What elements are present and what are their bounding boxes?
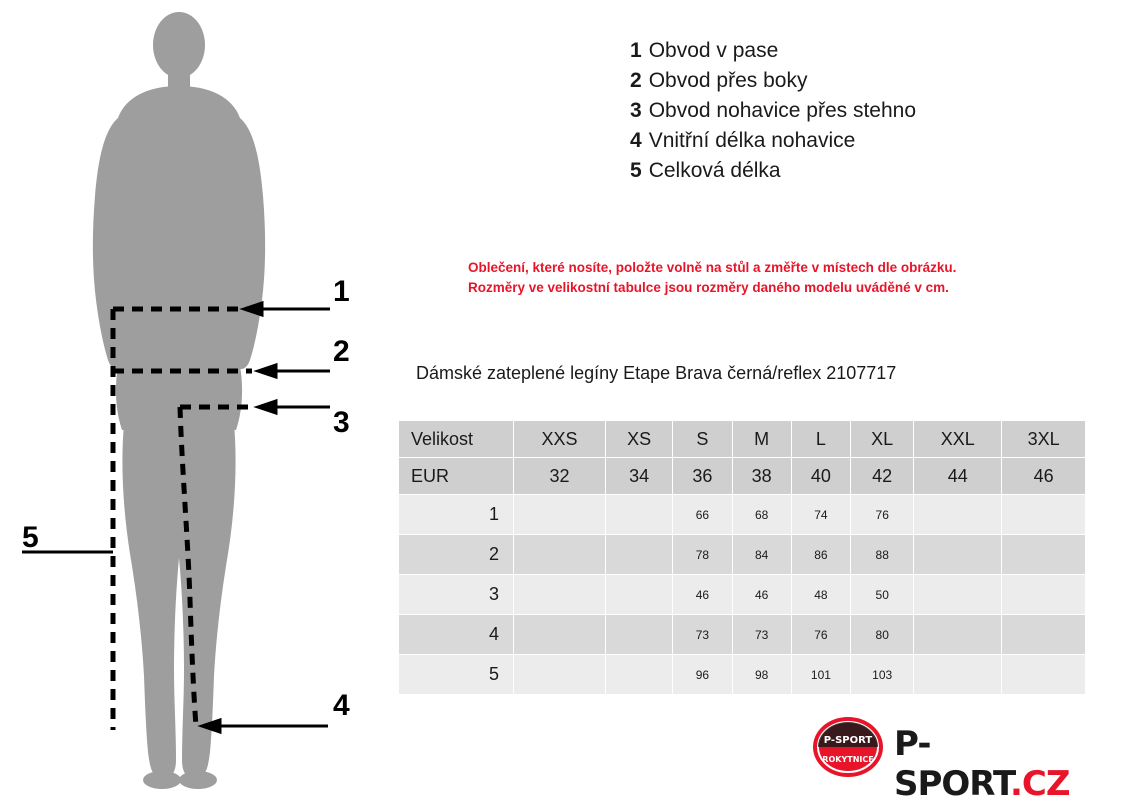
- legend-item-1: [630, 36, 1100, 66]
- row-1-cell-1: [605, 495, 672, 535]
- row-4-cell-7: [1002, 615, 1086, 655]
- brand-logo-text: [894, 724, 1097, 804]
- row-3-cell-1: [605, 575, 672, 615]
- header-size-m: M: [732, 421, 791, 458]
- row-2-cell-4: 86: [791, 535, 850, 575]
- legend-item-5: [630, 156, 1100, 186]
- header-eur-5: 42: [851, 458, 914, 495]
- row-5-label: 5: [399, 655, 514, 695]
- header-label-velikost: Velikost: [399, 421, 514, 458]
- marker-2: 2: [333, 335, 350, 368]
- row-3-cell-6: [914, 575, 1002, 615]
- legend-item-5-number: 5: [630, 159, 642, 182]
- row-3-cell-3: 46: [732, 575, 791, 615]
- legend-item-4-number: 4: [630, 129, 642, 152]
- marker-5: 5: [22, 521, 39, 554]
- brand-name: P-SPORT: [894, 724, 1010, 804]
- header-eur-4: 40: [791, 458, 850, 495]
- row-3-cell-0: [514, 575, 606, 615]
- row-2-cell-3: 84: [732, 535, 791, 575]
- table-header-row-size: [399, 421, 1086, 458]
- header-eur-2: 36: [673, 458, 732, 495]
- row-4-cell-6: [914, 615, 1002, 655]
- body-silhouette: [93, 12, 265, 789]
- svg-text:ROKYTNICE: ROKYTNICE: [822, 755, 874, 764]
- header-eur-7: 46: [1002, 458, 1086, 495]
- row-5-cell-7: [1002, 655, 1086, 695]
- row-2-cell-2: 78: [673, 535, 732, 575]
- row-3-cell-5: 50: [851, 575, 914, 615]
- row-2-cell-1: [605, 535, 672, 575]
- row-1-cell-3: 68: [732, 495, 791, 535]
- table-row-2: [399, 535, 1086, 575]
- header-size-xxs: XXS: [514, 421, 606, 458]
- row-1-cell-4: 74: [791, 495, 850, 535]
- measurement-note-line-2: Rozměry ve velikostní tabulce jsou rozměry daného modelu uváděné v cm.: [468, 280, 949, 295]
- header-size-xxl: XXL: [914, 421, 1002, 458]
- row-5-cell-4: 101: [791, 655, 850, 695]
- p-sport-badge-icon: [812, 716, 884, 778]
- table-header-row-eur: [399, 458, 1086, 495]
- row-1-cell-2: 66: [673, 495, 732, 535]
- body-figure-illustration: [0, 0, 400, 794]
- row-3-cell-2: 46: [673, 575, 732, 615]
- row-3-label: 3: [399, 575, 514, 615]
- marker-1: 1: [333, 275, 350, 308]
- header-size-3xl: 3XL: [1002, 421, 1086, 458]
- row-1-cell-7: [1002, 495, 1086, 535]
- row-2-cell-7: [1002, 535, 1086, 575]
- measurement-note-line-1: Oblečení, které nosíte, položte volně na stůl a změřte v místech dle obrázku.: [468, 260, 957, 275]
- row-5-cell-5: 103: [851, 655, 914, 695]
- brand-logo: [812, 716, 1097, 804]
- header-label-eur: EUR: [399, 458, 514, 495]
- row-3-cell-4: 48: [791, 575, 850, 615]
- brand-domain: .CZ: [1010, 764, 1070, 804]
- row-5-cell-0: [514, 655, 606, 695]
- legend-list: [630, 36, 1100, 186]
- row-4-cell-5: 80: [851, 615, 914, 655]
- legend-item-1-label: Obvod v pase: [648, 39, 779, 62]
- row-4-cell-4: 76: [791, 615, 850, 655]
- row-4-cell-1: [605, 615, 672, 655]
- legend-item-2-number: 2: [630, 69, 642, 92]
- header-eur-6: 44: [914, 458, 1002, 495]
- marker-4: 4: [333, 689, 350, 722]
- header-size-s: S: [673, 421, 732, 458]
- table-row-5: [399, 655, 1086, 695]
- header-size-l: L: [791, 421, 850, 458]
- measurement-note: [468, 258, 1108, 298]
- table-row-3: [399, 575, 1086, 615]
- header-eur-3: 38: [732, 458, 791, 495]
- row-5-cell-3: 98: [732, 655, 791, 695]
- row-2-label: 2: [399, 535, 514, 575]
- size-table: [398, 420, 1086, 695]
- marker-3: 3: [333, 406, 350, 439]
- row-5-cell-1: [605, 655, 672, 695]
- row-3-cell-7: [1002, 575, 1086, 615]
- legend-item-4-label: Vnitřní délka nohavice: [648, 129, 856, 152]
- svg-text:P-SPORT: P-SPORT: [823, 735, 873, 746]
- table-row-4: [399, 615, 1086, 655]
- row-2-cell-5: 88: [851, 535, 914, 575]
- measurement-diagram: [0, 0, 400, 794]
- row-4-cell-2: 73: [673, 615, 732, 655]
- legend-item-3-number: 3: [630, 99, 642, 122]
- row-5-cell-2: 96: [673, 655, 732, 695]
- header-size-xs: XS: [605, 421, 672, 458]
- row-5-cell-6: [914, 655, 1002, 695]
- legend-item-2-label: Obvod přes boky: [648, 69, 808, 92]
- row-1-cell-0: [514, 495, 606, 535]
- header-size-xl: XL: [851, 421, 914, 458]
- table-row-1: [399, 495, 1086, 535]
- row-1-cell-6: [914, 495, 1002, 535]
- row-4-label: 4: [399, 615, 514, 655]
- row-4-cell-0: [514, 615, 606, 655]
- row-2-cell-6: [914, 535, 1002, 575]
- row-2-cell-0: [514, 535, 606, 575]
- legend-item-4: [630, 126, 1100, 156]
- legend-item-2: [630, 66, 1100, 96]
- legend-item-5-label: Celková délka: [648, 159, 781, 182]
- legend-item-3-label: Obvod nohavice přes stehno: [648, 99, 917, 122]
- row-1-cell-5: 76: [851, 495, 914, 535]
- header-eur-1: 34: [605, 458, 672, 495]
- row-1-label: 1: [399, 495, 514, 535]
- legend-item-1-number: 1: [630, 39, 642, 62]
- product-title: Dámské zateplené legíny Etape Brava černá/reflex 2107717: [416, 363, 897, 383]
- header-eur-0: 32: [514, 458, 606, 495]
- row-4-cell-3: 73: [732, 615, 791, 655]
- legend-item-3: [630, 96, 1100, 126]
